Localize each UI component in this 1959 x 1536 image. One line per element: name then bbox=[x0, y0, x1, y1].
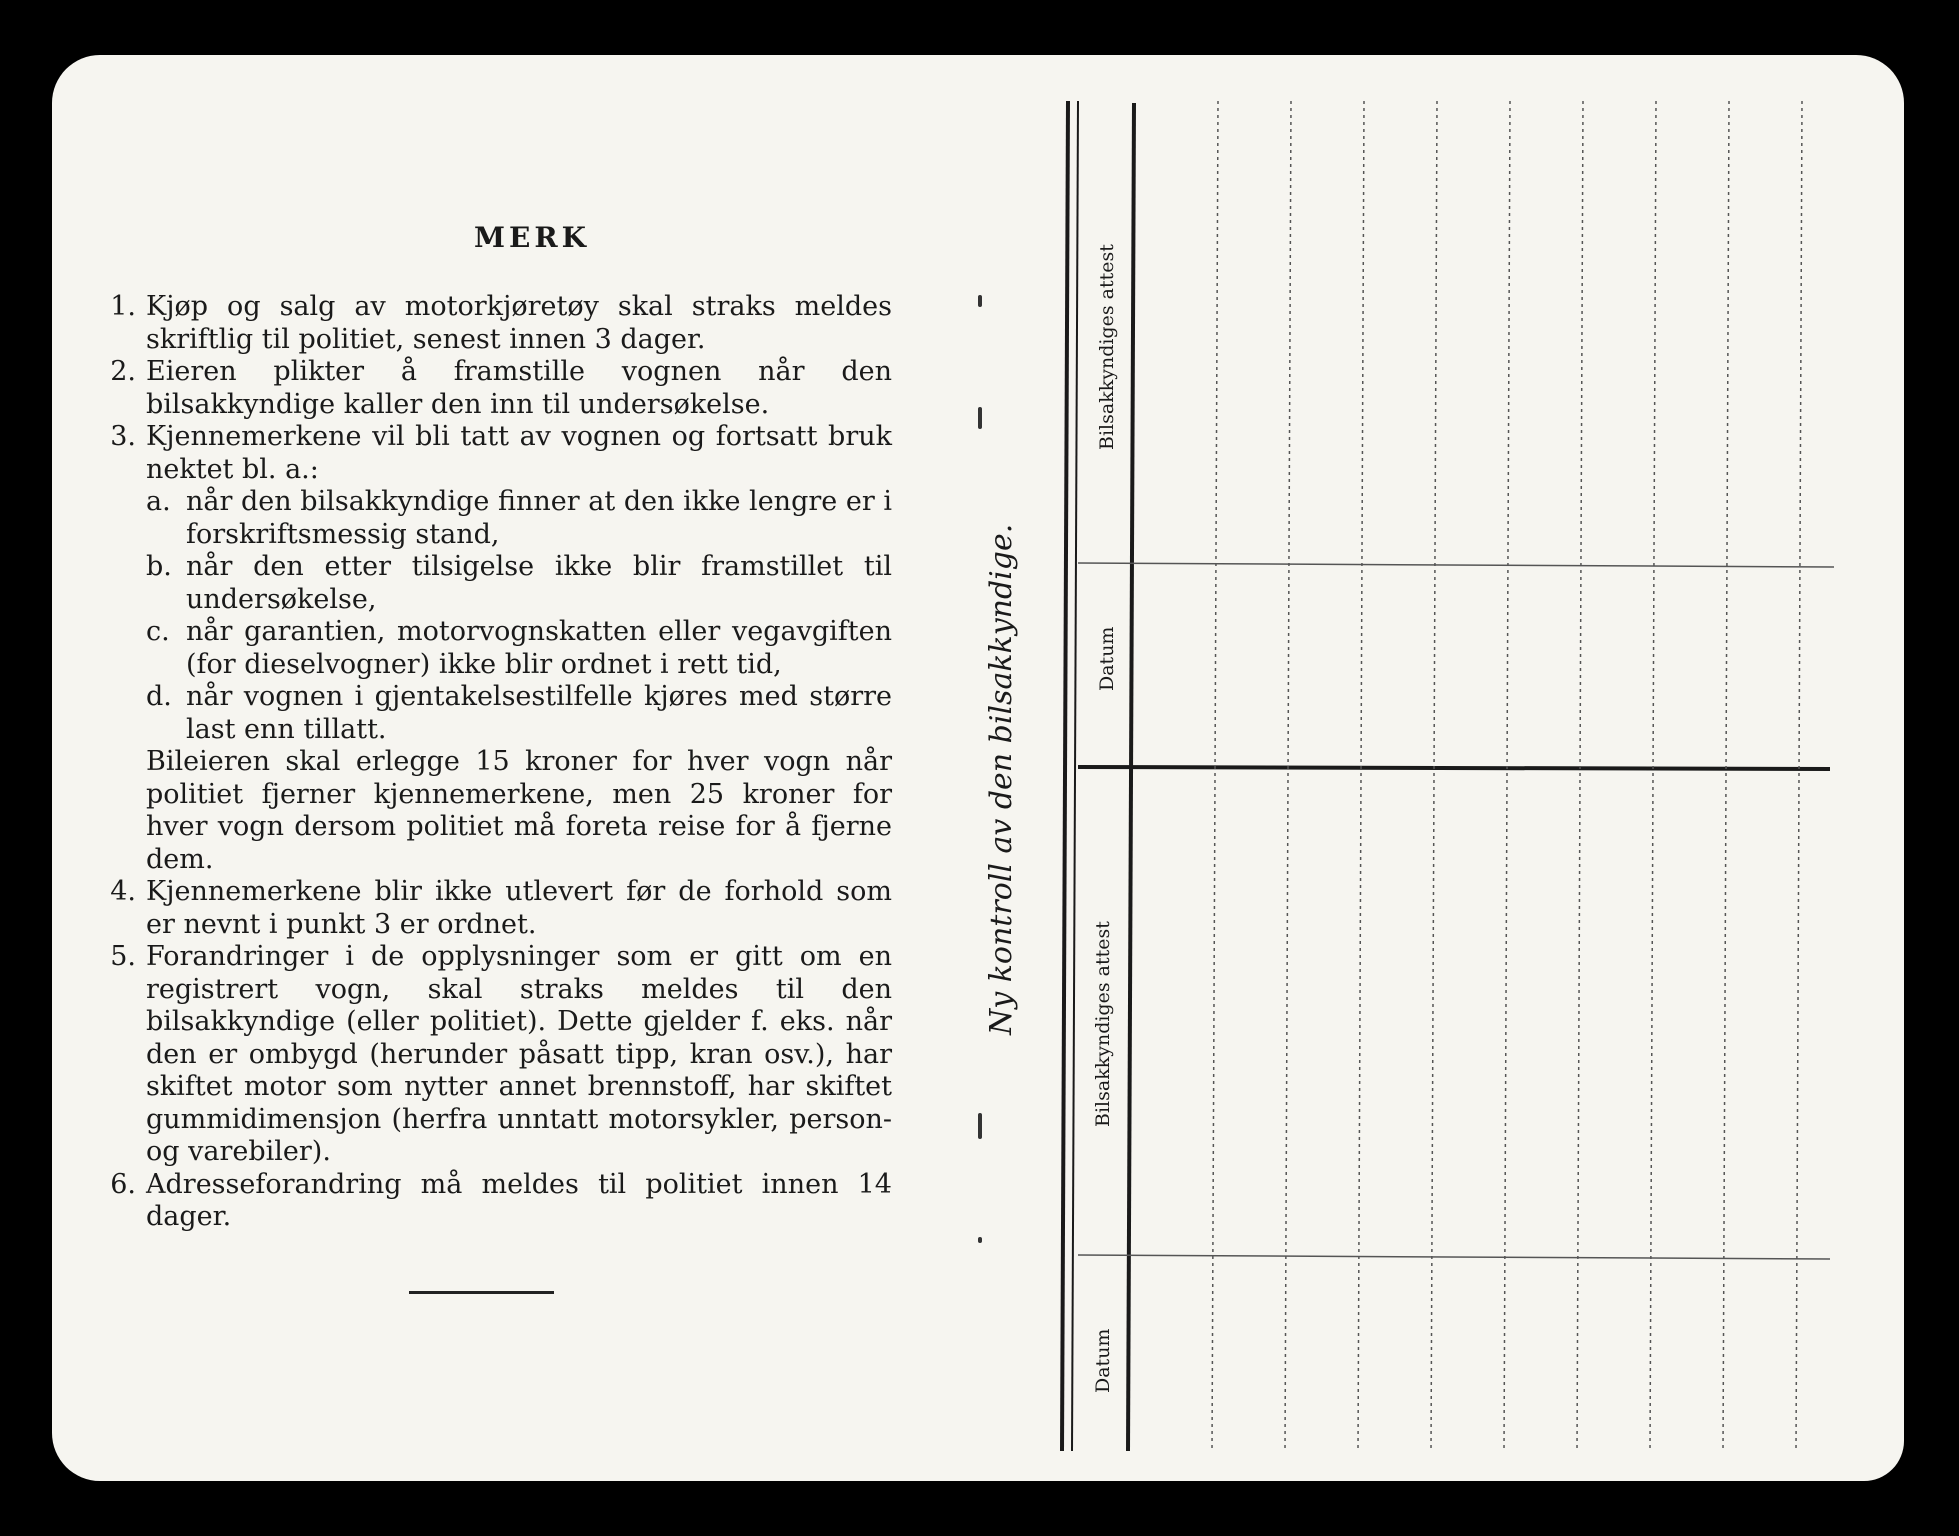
sub-letter: b. bbox=[146, 551, 172, 582]
rule-text: Kjøp og salg av motorkjøretøy skal straks meldes skriftlig til politiet, senest innen 3 dager. bbox=[146, 291, 892, 355]
sub-letter: c. bbox=[146, 616, 170, 647]
rule-text: Adresseforandring må meldes til politiet innen 14 dager. bbox=[146, 1168, 892, 1232]
datum-label-top: Datum bbox=[1096, 626, 1118, 691]
form-heading: Ny kontroll av den bilsakkyndige. bbox=[984, 523, 1019, 1035]
sub-letter: d. bbox=[146, 681, 172, 712]
form-dotted-column bbox=[1723, 101, 1729, 1451]
control-form-grid bbox=[52, 55, 1904, 1481]
rule-text: Kjennemerkene blir ikke utlevert før de forhold som er nevnt i punkt 3 er ordnet. bbox=[146, 876, 892, 940]
attest-label-top: Bilsakkyndiges attest bbox=[1096, 244, 1118, 450]
registration-card-back bbox=[52, 55, 1904, 1481]
rule-text: Forandringer i de opplysninger som er gitt om en registrert vogn, skal straks meldes til den bilsakkyndige (eller politiet). Dette gjelder f. eks. når den er ombygd (herunder påsatt tipp, kran osv.), har skiftet motor som nytter annet brennstoff, har skiftet gummidimensjon (herfra unntatt motorsykler, person- og varebiler). bbox=[146, 941, 892, 1167]
rule-extra-text: Bileieren skal erlegge 15 kroner for hver vogn når politiet fjerner kjennemerkene, men 25 kroner for hver vogn dersom politiet må foreta reise for å fjerne dem. bbox=[146, 746, 892, 875]
rule-number: 5. bbox=[110, 941, 136, 972]
form-dotted-column bbox=[1650, 101, 1656, 1451]
sub-text: når garantien, motorvognskatten eller vegavgiften (for dieselvogner) ikke blir ordnet i rett tid, bbox=[186, 616, 892, 680]
form-dotted-column bbox=[1796, 101, 1802, 1451]
form-dotted-column bbox=[1212, 101, 1218, 1451]
datum-label-bottom: Datum bbox=[1092, 1328, 1114, 1393]
sub-letter: a. bbox=[146, 486, 171, 517]
rule-number: 1. bbox=[110, 291, 136, 322]
rule-number: 2. bbox=[110, 356, 136, 387]
form-border-left-inner bbox=[1072, 101, 1078, 1451]
form-dotted-column bbox=[1504, 101, 1510, 1451]
sub-text: når vognen i gjentakelsestilfelle kjøres med større last enn tillatt. bbox=[186, 681, 892, 745]
form-row-line bbox=[1078, 563, 1834, 567]
form-dotted-column bbox=[1358, 101, 1364, 1451]
rule-number: 4. bbox=[110, 876, 136, 907]
rule-text: Eieren plikter å framstille vognen når den bilsakkyndige kaller den inn til undersøkelse. bbox=[146, 356, 892, 420]
sub-text: når den bilsakkyndige finner at den ikke lengre er i forskriftsmessig stand, bbox=[186, 486, 892, 550]
rule-text: Kjennemerkene vil bli tatt av vognen og fortsatt bruk nektet bl. a.: bbox=[146, 421, 892, 485]
form-dotted-column bbox=[1285, 101, 1291, 1451]
form-dotted-column bbox=[1431, 101, 1437, 1451]
form-column-divider bbox=[1128, 103, 1134, 1451]
form-dotted-column bbox=[1577, 101, 1583, 1451]
merk-title: MERK bbox=[474, 221, 590, 254]
rule-number: 3. bbox=[110, 421, 136, 452]
sub-text: når den etter tilsigelse ikke blir framstillet til undersøkelse, bbox=[186, 551, 892, 615]
rule-number: 6. bbox=[110, 1168, 136, 1200]
form-row-line bbox=[1078, 1255, 1830, 1259]
form-border-left bbox=[1062, 101, 1068, 1451]
form-section-divider bbox=[1078, 767, 1830, 769]
attest-label-bottom: Bilsakkyndiges attest bbox=[1092, 921, 1114, 1127]
